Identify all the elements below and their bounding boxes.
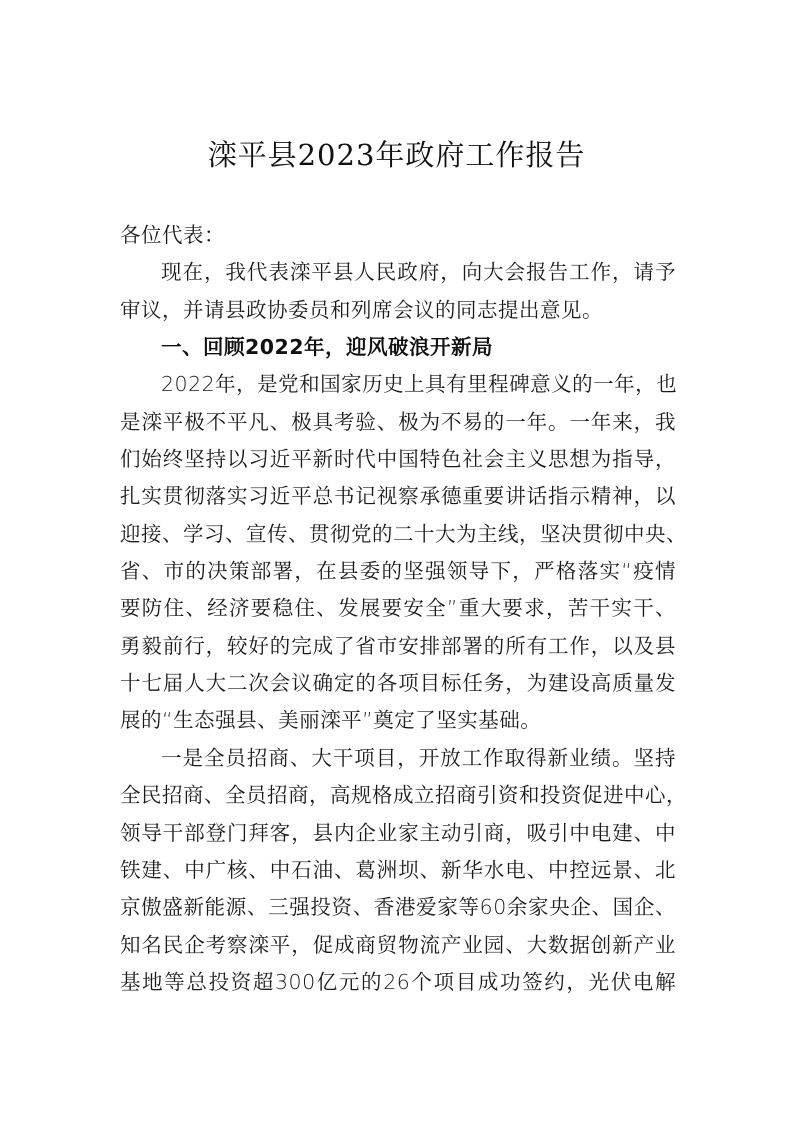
text-line: 展的“生态强县、美丽滦平”奠定了坚实基础。 bbox=[120, 708, 542, 733]
text-line: 领导干部登门拜客，县内企业家主动引商，吸引中电建、中 bbox=[120, 820, 676, 845]
text-line: 一是全员招商、大干项目，开放工作取得新业绩。坚持 bbox=[161, 745, 676, 770]
text-line: 铁建、中广核、中石油、葛洲坝、新华水电、中控远景、北 bbox=[120, 857, 676, 882]
text-line: 基地等总投资超300亿元的26个项目成功签约，光伏电解 bbox=[120, 969, 676, 994]
text-line: 2022年，是党和国家历史上具有里程碑意义的一年，也 bbox=[161, 372, 678, 397]
text-line: 知名民企考察滦平，促成商贸物流产业园、大数据创新产业 bbox=[120, 932, 676, 957]
section-heading: 一、回顾2022年，迎风破浪开新局 bbox=[161, 335, 494, 360]
text-line: 迎接、学习、宣传、贯彻党的二十大为主线，坚决贯彻中央、 bbox=[120, 521, 687, 546]
text-line: 十七届人大二次会议确定的各项目标任务，为建设高质量发 bbox=[120, 671, 676, 696]
text-line: 省、市的决策部署，在县委的坚强领导下，严格落实“疫情 bbox=[120, 559, 676, 584]
document-title: 滦平县2023年政府工作报告 bbox=[207, 138, 586, 172]
text-line: 扎实贯彻落实习近平总书记视察承德重要讲话指示精神，以 bbox=[120, 484, 676, 509]
text-line: 勇毅前行，较好的完成了省市安排部署的所有工作，以及县 bbox=[120, 633, 676, 658]
text-line: 全民招商、全员招商，高规格成立招商引资和投资促进中心， bbox=[120, 783, 687, 808]
text-line: 们始终坚持以习近平新时代中国特色社会主义思想为指导， bbox=[120, 447, 676, 472]
text-line: 现在，我代表滦平县人民政府，向大会报告工作，请予 bbox=[161, 260, 676, 285]
text-line: 要防住、经济要稳住、发展要安全”重大要求，苦干实干、 bbox=[120, 596, 676, 621]
paragraph-lines bbox=[120, 254, 687, 1001]
text-line: 是滦平极不平凡、极具考验、极为不易的一年。一年来，我 bbox=[120, 409, 676, 434]
salutation: 各位代表： bbox=[120, 223, 225, 247]
text-line: 京傲盛新能源、三强投资、香港爱家等60余家央企、国企、 bbox=[120, 895, 676, 920]
text-line: 审议，并请县政协委员和列席会议的同志提出意见。 bbox=[120, 297, 603, 322]
document-body bbox=[120, 217, 687, 1001]
